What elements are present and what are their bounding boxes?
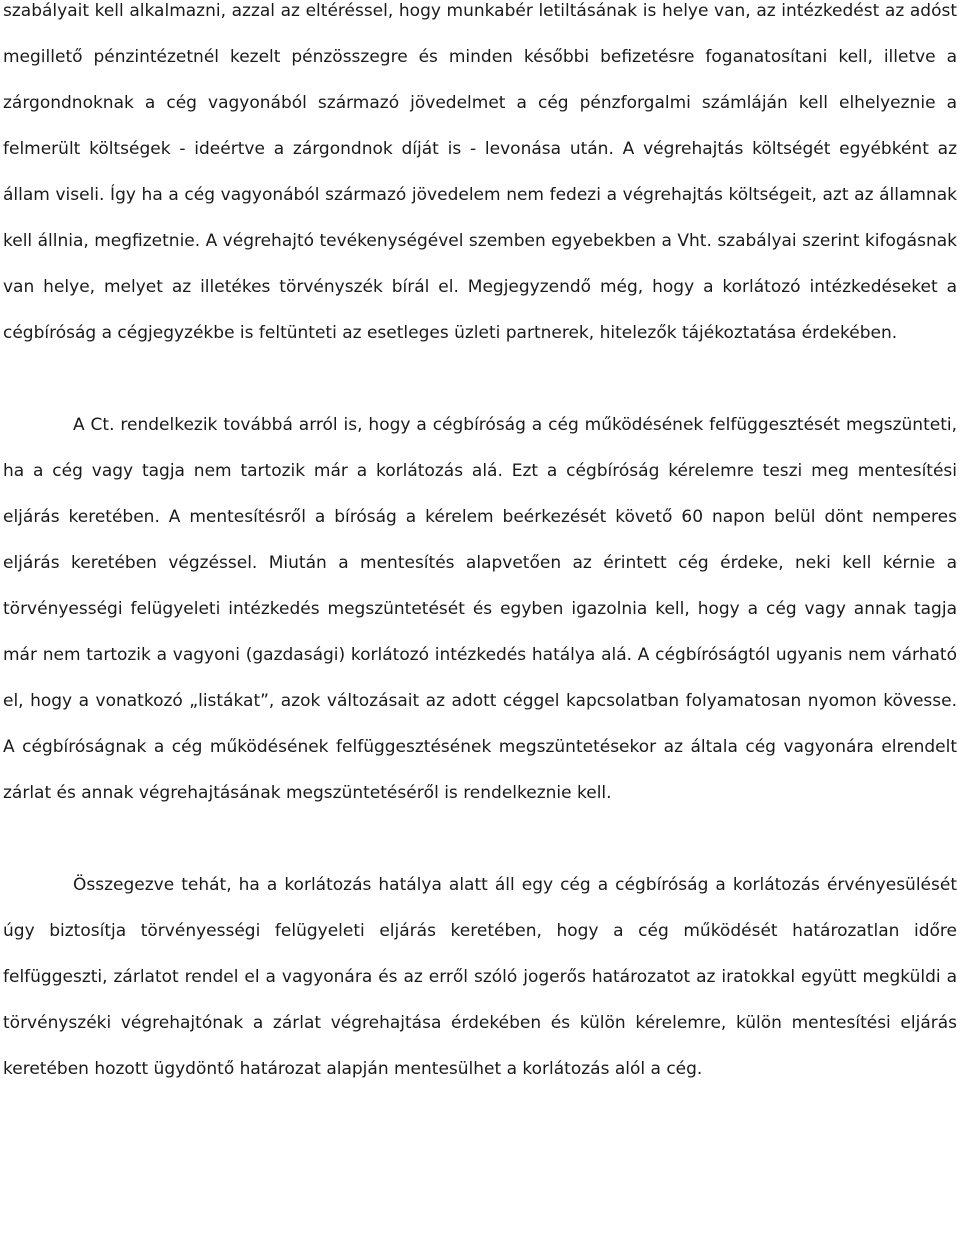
document-page: [3, 0, 957, 1092]
paragraph-3: Összegezve tehát, ha a korlátozás hatálya alatt áll egy cég a cégbíróság a korlátozás érvényesülését úgy biztosítja törvényességi felügyeleti eljárás keretében, hogy a cég működését határozatlan időre felfüggeszti, zárlatot rendel el a vagyonára és az erről szóló jogerős határozatot az iratokkal együtt megküldi a törvényszéki végrehajtónak a zárlat végrehajtása érdekében és külön kérelemre, külön mentesítési eljárás keretében hozott ügydöntő határozat alapján mentesülhet a korlátozás alól a cég.: [3, 875, 957, 1079]
paragraph-1: szabályait kell alkalmazni, azzal az eltéréssel, hogy munkabér letiltásának is helye van, az intézkedést az adóst megillető pénzintézetnél kezelt pénzösszegre és minden későbbi befizetésre foganatosítani kell, illetve a zárgondnoknak a cég vagyonából származó jövedelmet a cég pénzforgalmi számláján kell elhelyeznie a felmerült költségek - ideértve a zárgondnok díját is - levonása után. A végrehajtás költségét egyébként az állam viseli. Így ha a cég vagyonából származó jövedelem nem fedezi a végrehajtás költségeit, azt az államnak kell állnia, megfizetnie. A végrehajtó tevékenységével szemben egyebekben a Vht. szabályai szerint kifogásnak van helye, melyet az illetékes törvényszék bírál el. Megjegyzendő még, hogy a korlátozó intézkedéseket a cégbíróság a cégjegyzékbe is feltünteti az esetleges üzleti partnerek, hitelezők tájékoztatása érdekében.: [3, 1, 957, 343]
paragraph-2: A Ct. rendelkezik továbbá arról is, hogy a cégbíróság a cég működésének felfüggesztését megszünteti, ha a cég vagy tagja nem tartozik már a korlátozás alá. Ezt a cégbíróság kérelemre teszi meg mentesítési eljárás keretében. A mentesítésről a bíróság a kérelem beérkezését követő 60 napon belül dönt nemperes eljárás keretében végzéssel. Miután a mentesítés alapvetően az érintett cég érdeke, neki kell kérnie a törvényességi felügyeleti intézkedés megszüntetését és egyben igazolnia kell, hogy a cég vagy annak tagja már nem tartozik a vagyoni (gazdasági) korlátozó intézkedés hatálya alá. A cégbíróságtól ugyanis nem várható el, hogy a vonatkozó „listákat”, azok változásait az adott céggel kapcsolatban folyamatosan nyomon kövesse. A cégbíróságnak a cég működésének felfüggesztésének megszüntetésekor az általa cég vagyonára elrendelt zárlat és annak végrehajtásának megszüntetéséről is rendelkeznie kell.: [3, 415, 957, 803]
